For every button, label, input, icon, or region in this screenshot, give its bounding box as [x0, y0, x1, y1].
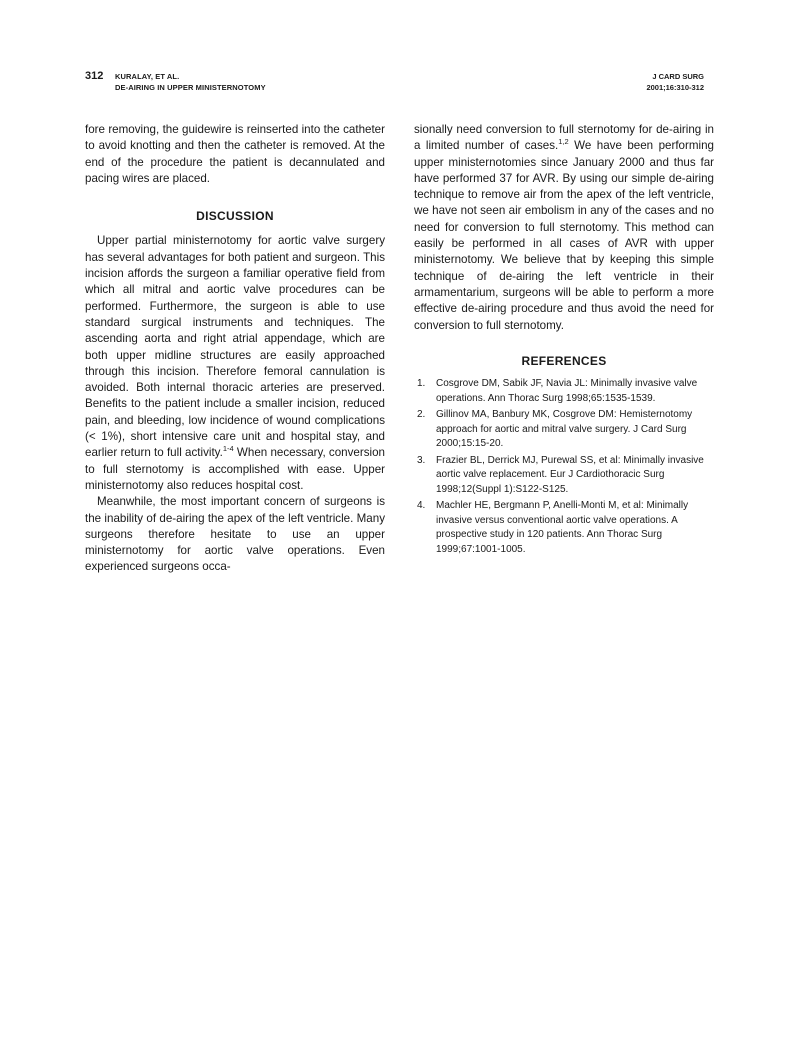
reference-list	[414, 377, 714, 557]
running-short-title: DE-AIRING IN UPPER MINISTERNOTOMY	[115, 83, 266, 92]
reference-item	[414, 377, 714, 406]
reference-text: Frazier BL, Derrick MJ, Purewal SS, et al: Minimally invasive aortic valve replacement. Eur J Cardiothoracic Surg 1998;12(Suppl 1):S122-S125.	[436, 454, 704, 495]
running-authors: KURALAY, ET AL.	[115, 72, 180, 81]
reference-text: Machler HE, Bergmann P, Anelli-Monti M, et al: Minimally invasive versus conventional aortic valve operations. A prospective study in 120 patients. Ann Thorac Surg 1999;67:1001-1005.	[436, 500, 689, 555]
discussion-p1-text-a: Upper partial ministernotomy for aortic valve surgery has several advantages for both patient and surgeon. This incision affords the surgeon a familiar operative field from which all mitral and aortic valve procedures can be performed. Furthermore, the surgeon is able to use standard surgical instruments and techniques. The ascending aorta and right atrial appendage, which are both upper midline structures are easily approached through this incision. Therefore femoral cannulation is avoided. Both internal thoracic arteries are preserved. Benefits to the patient include a smaller incision, reduced pain, and bleeding, low incidence of wound complications (< 1%), short intensive care unit and hospital stay, and earlier return to full activity.	[85, 234, 385, 460]
journal-name: J CARD SURG	[652, 72, 704, 81]
reference-number: 2.	[417, 409, 426, 421]
journal-citation: 2001;16:310-312	[646, 83, 704, 92]
discussion-paragraph-1	[85, 233, 385, 494]
reference-number: 1.	[417, 378, 426, 390]
citation-superscript: 1-4	[222, 444, 234, 454]
running-title	[115, 71, 445, 93]
intro-paragraph: fore removing, the guidewire is reinserted into the catheter to avoid knotting and then the catheter is removed. At the end of the procedure the patient is decannulated and pacing wires are placed.	[85, 123, 385, 185]
running-header-right	[646, 71, 704, 93]
reference-item	[414, 499, 714, 557]
continued-text-b: We have been performing upper ministernotomies since January 2000 and thus far have performed 37 for AVR. By using our simple de-airing technique to remove air from the apex of the left ventricle, we have not seen air embolism in any of the cases and no need for conversion to full sternotomy. This method can easily be performed in all cases of AVR with upper ministernotomy. We believe that by keeping this simple technique of de-airing the left ventricle in their armamentarium, surgeons will be able to perform a more effective de-airing procedure and thus avoid the need for conversion to full sternotomy.	[414, 139, 714, 332]
reference-item	[414, 408, 714, 452]
reference-number: 3.	[417, 454, 426, 466]
page-number: 312	[85, 70, 104, 82]
continued-text-a: sionally need conversion to full sternotomy for de-airing in a limited number of cases.	[414, 123, 714, 153]
reference-number: 4.	[417, 500, 426, 512]
continued-paragraph	[414, 122, 714, 334]
discussion-paragraph-2: Meanwhile, the most important concern of surgeons is the inability of de-airing the apex of the left ventricle. Many surgeons therefore hesitate to use an upper ministernotomy for aortic valve operations. Even experienced surgeons occa-	[85, 495, 385, 574]
discussion-heading: DISCUSSION	[196, 209, 274, 224]
reference-text: Cosgrove DM, Sabik JF, Navia JL: Minimally invasive valve operations. Ann Thorac Surg 1998;65:1535-1539.	[436, 378, 698, 404]
references-heading: REFERENCES	[521, 353, 607, 368]
reference-text: Gillinov MA, Banbury MK, Cosgrove DM: Hemisternotomy approach for aortic and mitral valve surgery. J Card Surg 2000;15:15-20.	[436, 409, 693, 450]
left-column	[85, 122, 385, 576]
citation-superscript: 1,2	[558, 137, 569, 147]
right-column	[414, 122, 714, 559]
reference-item	[414, 454, 714, 498]
discussion-p1-text-b: When necessary, conversion to full sternotomy is accomplished with ease. Upper ministernotomy also reduces hospital cost.	[85, 446, 386, 492]
